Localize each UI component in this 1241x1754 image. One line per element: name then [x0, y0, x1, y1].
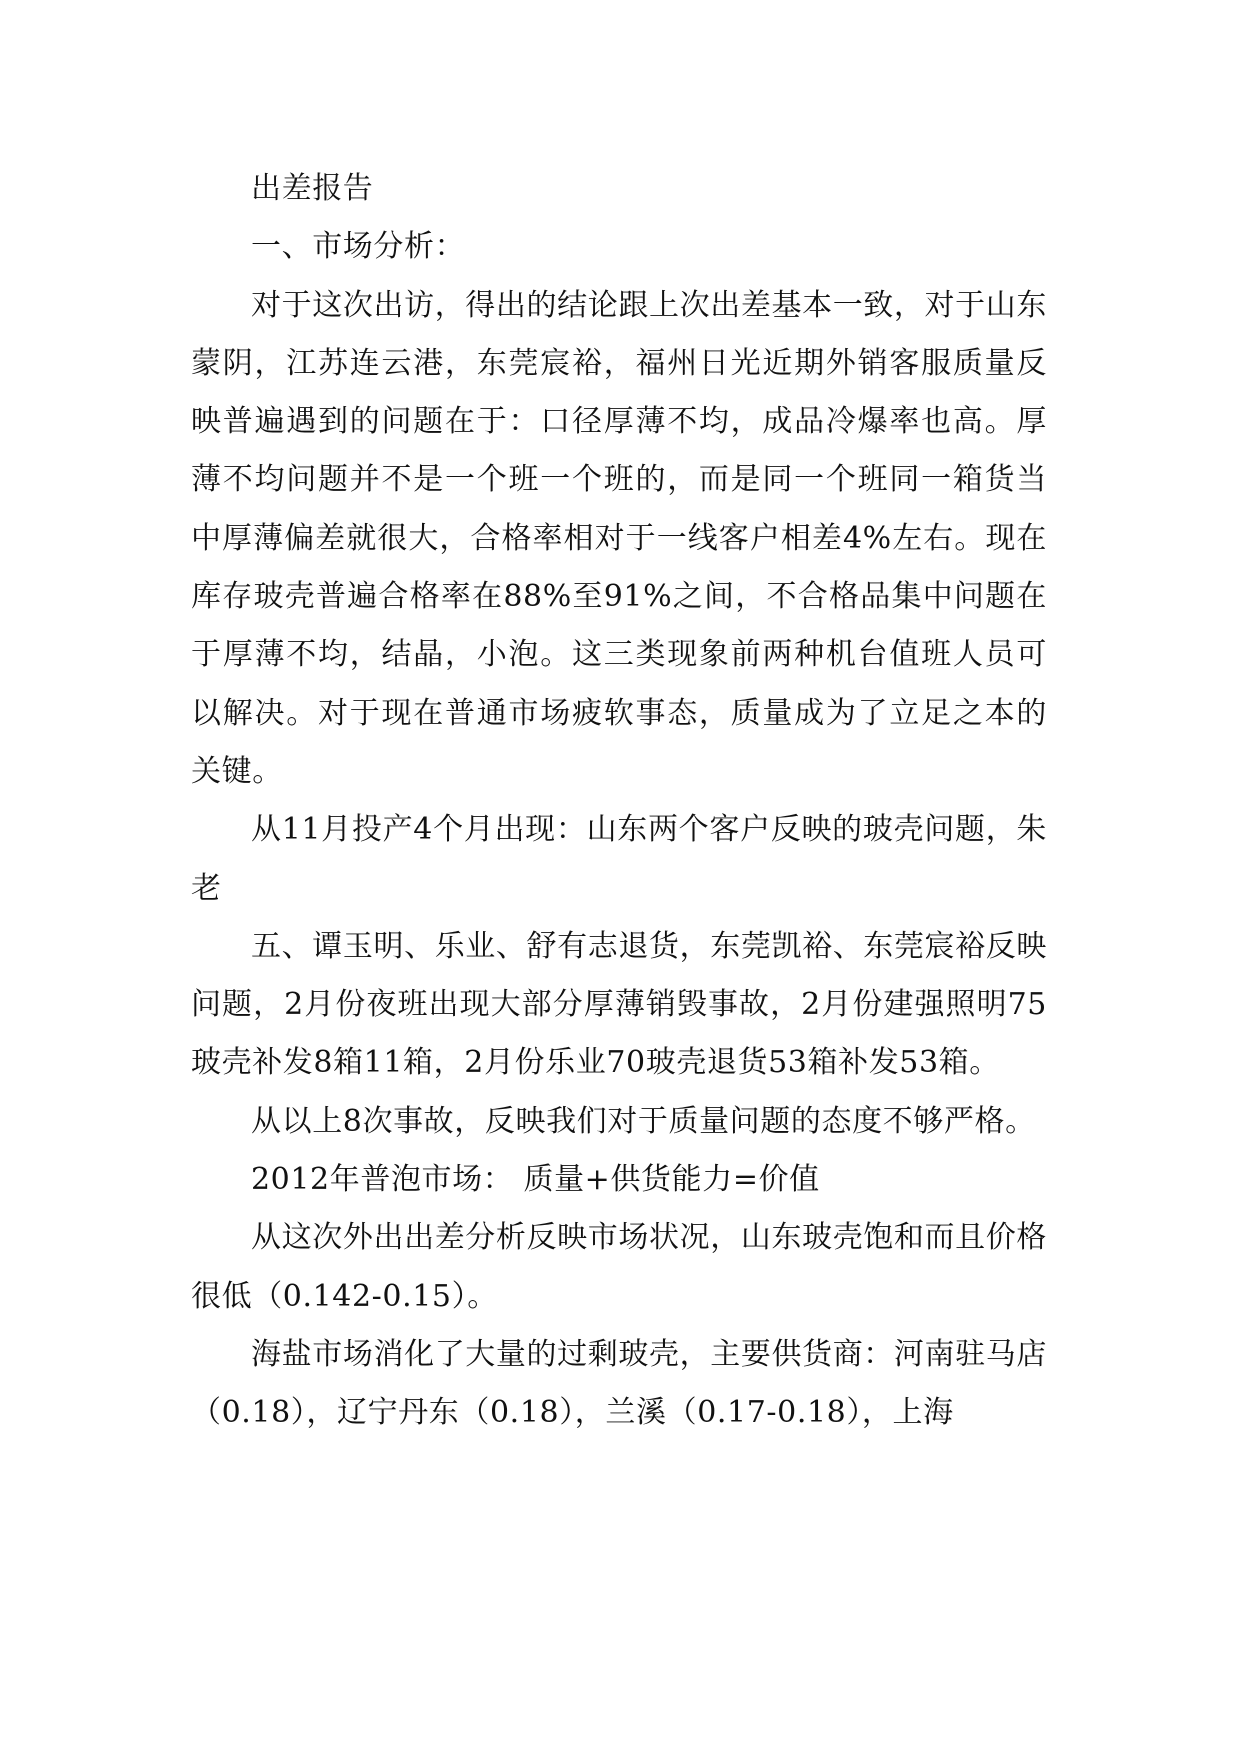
- paragraph-market-formula: 2012年普泡市场： 质量+供货能力=价值: [251, 1162, 820, 1198]
- document-title: 出差报告: [251, 171, 374, 206]
- paragraph-accident-summary: 从以上8次事故，反映我们对于质量问题的态度不够严格。: [251, 1103, 1036, 1139]
- paragraph-returns-list: 五、谭玉明、乐业、舒有志退货，东莞凯裕、东莞宸裕反映问题，2月份夜班出现大部分厚薄销毁事故，2月份建强照明75玻壳补发8箱11箱，2月份乐业70玻壳退货53箱补发53箱。: [191, 928, 1047, 1081]
- paragraph-production-issues: 从11月投产4个月出现：山东两个客户反映的玻壳问题，朱老: [191, 812, 1047, 906]
- paragraph-haiyan-market: 海盐市场消化了大量的过剩玻壳，主要供货商：河南驻马店（0.18），辽宁丹东（0.18），兰溪（0.17-0.18），上海: [191, 1336, 1047, 1431]
- paragraph-shandong-market: 从这次外出出差分析反映市场状况，山东玻壳饱和而且价格很低（0.142-0.15）。: [191, 1220, 1047, 1314]
- section-heading: 一、市场分析：: [251, 229, 466, 265]
- document-body: [191, 160, 1047, 1443]
- paragraph-quality-analysis: 对于这次出访，得出的结论跟上次出差基本一致，对于山东蒙阴，江苏连云港，东莞宸裕，福州日光近期外销客服质量反映普遍遇到的问题在于：口径厚薄不均，成品冷爆率也高。厚薄不均问题并不是一个班一个班的，而是同一个班同一箱货当中厚薄偏差就很大，合格率相对于一线客户相差4%左右。现在库存玻壳普遍合格率在88%至91%之间，不合格品集中问题在于厚薄不均，结晶，小泡。这三类现象前两种机台值班人员可以解决。对于现在普通市场疲软事态，质量成为了立足之本的关键。: [191, 287, 1047, 789]
